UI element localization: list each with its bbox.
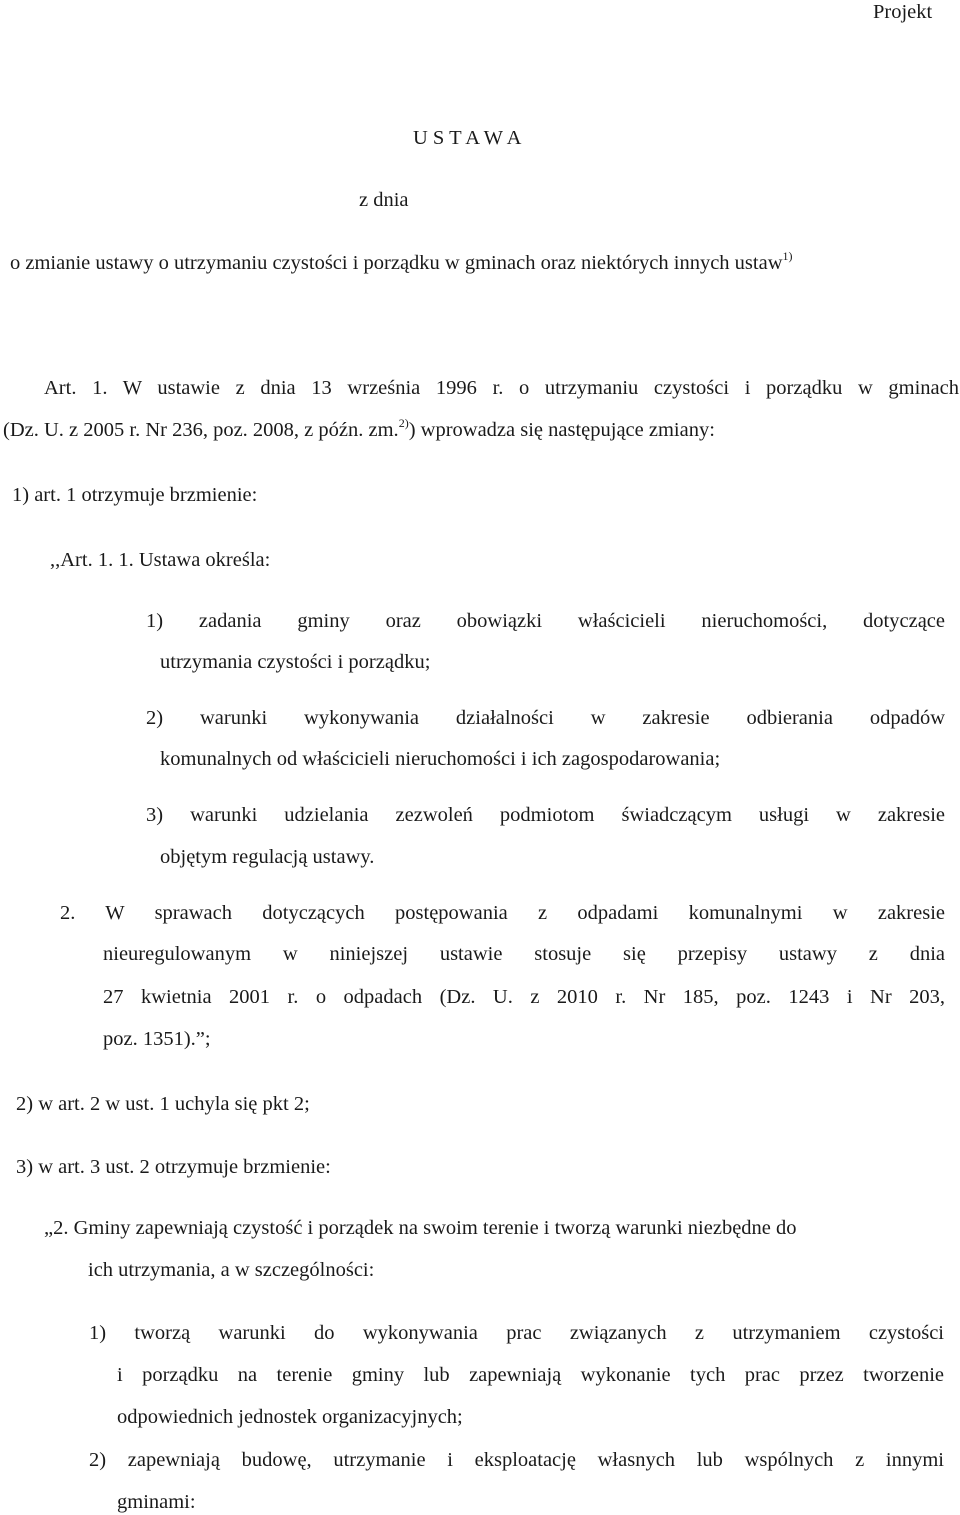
quoted-art1-ust2-line1: 2. W sprawach dotyczących postępowania z odpadami komunalnymi w zakresie [60,902,945,924]
quoted-art1-item-3-line1: 3) warunki udzielania zezwoleń podmiotom świadczącym usługi w zakresie [146,804,945,826]
quoted-art1-ust2-line2: nieuregulowanym w niniejszej ustawie stosuje się przepisy ustawy z dnia [103,943,945,965]
change-point-3: 3) w art. 3 ust. 2 otrzymuje brzmienie: [16,1156,331,1178]
quoted-art3-item-1-line2: i porządku na terenie gminy lub zapewniają wykonanie tych prac przez tworzenie [117,1364,944,1386]
act-subject [10,249,793,274]
change-point-2: 2) w art. 2 w ust. 1 uchyla się pkt 2; [16,1093,310,1115]
quoted-art1-item-3-line2: objętym regulacją ustawy. [160,846,375,868]
quoted-art3-item-1-line1: 1) tworzą warunki do wykonywania prac związanych z utrzymaniem czystości [89,1322,944,1344]
art1-intro-line2a: (Dz. U. z 2005 r. Nr 236, poz. 2008, z późn. zm. [3,419,399,441]
quoted-art1-item-1-line1: 1) zadania gminy oraz obowiązki właścicieli nieruchomości, dotyczące [146,610,945,632]
quoted-art1-heading: ,,Art. 1. 1. Ustawa określa: [50,549,271,571]
quoted-art1-item-1-line2: utrzymania czystości i porządku; [160,651,431,673]
quoted-art1-ust2-line3: 27 kwietnia 2001 r. o odpadach (Dz. U. z 2010 r. Nr 185, poz. 1243 i Nr 203, [103,986,945,1008]
footnote-ref-1: 1) [782,249,793,263]
quoted-art3-item-2-line2: gminami: [117,1491,196,1513]
quoted-art1-item-2-line1: 2) warunki wykonywania działalności w zakresie odbierania odpadów [146,707,945,729]
footnote-ref-2: 2) [398,416,409,430]
act-date: z dnia [359,189,409,211]
art1-intro-line1: Art. 1. W ustawie z dnia 13 września 1996 r. o utrzymaniu czystości i porządku w gminach [44,377,959,399]
quoted-art3-item-2-line1: 2) zapewniają budowę, utrzymanie i eksploatację własnych lub wspólnych z innymi [89,1449,944,1471]
act-title: U S T A W A [413,127,522,149]
change-point-1: 1) art. 1 otrzymuje brzmienie: [12,484,258,506]
quoted-art1-ust2-line4: poz. 1351).”; [103,1028,211,1050]
quoted-art3-item-1-line3: odpowiednich jednostek organizacyjnych; [117,1406,463,1428]
act-subject-text: o zmianie ustawy o utrzymaniu czystości i porządku w gminach oraz niektórych innych ustaw [10,252,783,274]
quoted-art3-line2: ich utrzymania, a w szczególności: [88,1259,375,1281]
art1-intro-line2 [3,416,715,441]
art1-intro-line2b: ) wprowadza się następujące zmiany: [408,419,715,441]
draft-label: Projekt [873,1,933,23]
quoted-art1-item-2-line2: komunalnych od właścicieli nieruchomości i ich zagospodarowania; [160,748,721,770]
quoted-art3-line1: „2. Gminy zapewniają czystość i porządek na swoim terenie i tworzą warunki niezbędne do [44,1217,797,1239]
